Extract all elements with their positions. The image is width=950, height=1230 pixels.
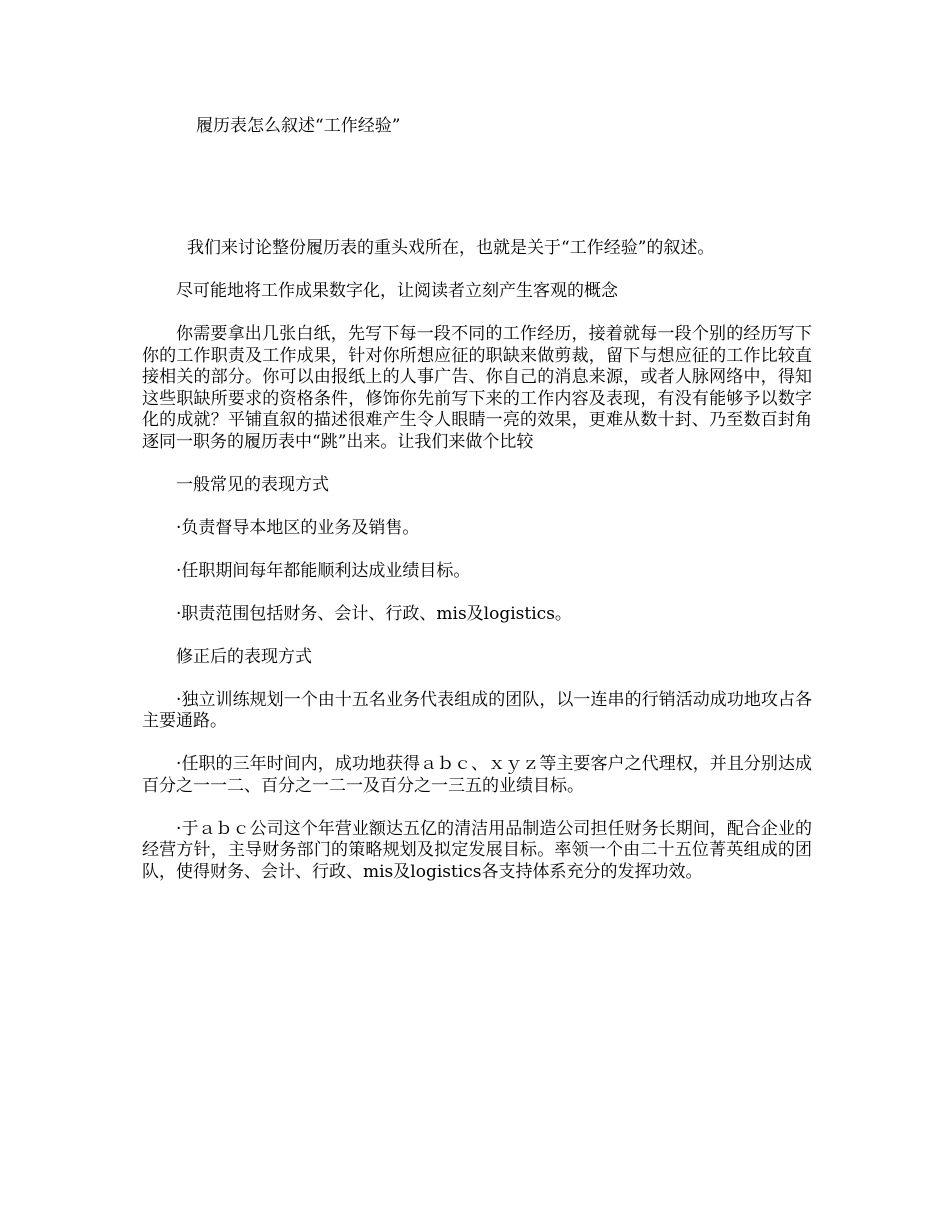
bullet-common-1: ·负责督导本地区的业务及销售。 [176,517,420,538]
bullet-common-2: ·任职期间每年都能顺利达成业绩目标。 [176,560,471,581]
paragraph-heading-revised: 修正后的表现方式 [176,646,312,667]
paragraph-heading-common: 一般常见的表现方式 [176,474,329,495]
document-title: 履历表怎么叙述“工作经验” [196,116,401,136]
paragraph-instructions: 你需要拿出几张白纸，先写下每一段不同的工作经历，接着就每一段个别的经历写下你的工作职责及工作成果，针对你所想应征的职缺来做剪裁，留下与想应征的工作比较直接相关的部分。你可以由报纸上的人事广告、你自己的消息来源，或者人脉网络中，得知这些职缺所要求的资格条件，修饰你先前写下来的工作内容及表现，有没有能够予以数字化的成就？平铺直叙的描述很难产生令人眼睛一亮的效果，更难从数十封、乃至数百封角逐同一职务的履历表中“跳”出来。让我们来做个比较 [142,324,812,452]
bullet-revised-3: ·于ａｂｃ公司这个年营业额达五亿的清洁用品制造公司担任财务长期间，配合企业的经营方针，主导财务部门的策略规划及拟定发展目标。率领一个由二十五位菁英组成的团队，使得财务、会计、行政、mis及logistics各支持体系充分的发挥功效。 [142,818,812,882]
bullet-common-3: ·职责范围包括财务、会计、行政、mis及logistics。 [176,603,572,624]
bullet-revised-2: ·任职的三年时间内，成功地获得ａｂｃ、ｘｙｚ等主要客户之代理权，并且分别达成百分之一一二、百分之一二一及百分之一三五的业绩目标。 [142,754,812,796]
document-body [142,238,812,905]
paragraph-intro: 我们来讨论整份履历表的重头戏所在，也就是关于“工作经验”的叙述。 [187,238,715,258]
paragraph-heading-quantify: 尽可能地将工作成果数字化，让阅读者立刻产生客观的概念 [176,281,618,301]
bullet-revised-1: ·独立训练规划一个由十五名业务代表组成的团队，以一连串的行销活动成功地攻占各主要通路。 [142,689,812,731]
